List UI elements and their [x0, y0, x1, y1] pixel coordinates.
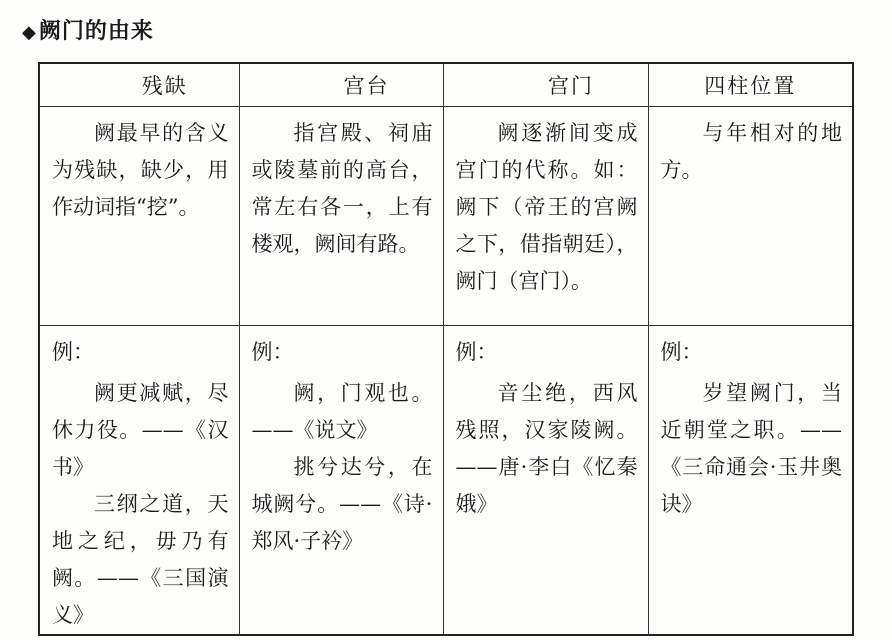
example-text: 挑兮达兮，在城阙兮。——《诗·郑风·子衿》	[251, 455, 433, 553]
header-cell-gongmen: 宫门	[443, 63, 648, 107]
example-cell	[648, 326, 853, 636]
meaning-row	[39, 107, 853, 326]
diamond-bullet-icon: ◆	[22, 22, 37, 43]
example-text: 三纲之道，天地之纪，毋乃有阙。——《三国演义》	[52, 492, 229, 627]
example-label: 例：	[660, 340, 703, 364]
example-cell	[443, 326, 648, 636]
origin-table	[38, 62, 854, 636]
example-cell	[239, 326, 443, 636]
header-cell-sizhu: 四柱位置	[648, 63, 853, 107]
meaning-cell	[443, 107, 648, 326]
example-label: 例：	[251, 340, 294, 364]
example-label: 例：	[52, 340, 94, 364]
meaning-cell	[39, 107, 239, 326]
example-text: 阙，门观也。——《说文》	[251, 381, 433, 442]
meaning-text: 与年相对的地方。	[660, 121, 842, 182]
meaning-cell	[239, 107, 443, 326]
example-row	[39, 326, 853, 636]
section-title: 阙门的由来	[38, 19, 154, 44]
example-label: 例：	[455, 340, 498, 364]
header-cell-canque: 残缺	[39, 63, 239, 107]
meaning-cell	[648, 107, 853, 326]
meaning-text: 阙最早的含义为残缺，缺少，用作动词指“挖”。	[52, 121, 229, 219]
meaning-text: 指宫殿、祠庙或陵墓前的高台，常左右各一，上有楼观，阙间有路。	[251, 121, 433, 256]
header-cell-gongtai: 宫台	[239, 63, 443, 107]
example-text: 音尘绝，西风残照，汉家陵阙。——唐·李白《忆秦娥》	[455, 381, 638, 516]
example-text: 阙更减赋，尽休力役。——《汉书》	[52, 381, 229, 479]
example-cell	[39, 326, 239, 636]
header-row	[39, 63, 853, 107]
section-heading	[22, 14, 154, 45]
meaning-text: 阙逐渐间变成宫门的代称。如：阙下（帝王的宫阙之下，借指朝廷），阙门（宫门）。	[455, 121, 638, 293]
example-text: 岁望阙门，当近朝堂之职。——《三命通会·玉井奥诀》	[660, 381, 842, 516]
